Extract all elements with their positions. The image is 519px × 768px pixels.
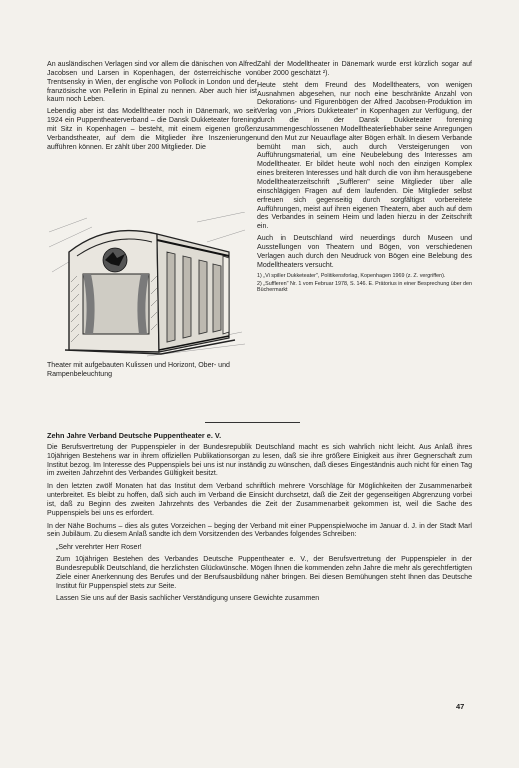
section-paragraph-2: In den letzten zwölf Monaten hat das Institut dem Verband schriftlich mehrere Vorschläge für Möglichkeiten der Zusammenarbeit unterbreitet. Es bleibt zu hoffen, daß sich auch im Verband die Einsicht durchsetzt, daß die Zeit der gegenseitigen Abgrenzung vorbei ist, daß zu Beginn des zweiten Jahrzehnts des Verbandes die Zeit der Zusammenarbeit gekommen ist, weil die Sache des Puppenspiels bei uns es erfordert. xyxy=(47,483,472,517)
right-paragraph-2: Heute steht dem Freund des Modelltheaters, von wenigen Ausnahmen abgesehen, nur noch eine beschränkte Anzahl von Dekorations- und Figurenbögen der Alfred Jacobsen-Produktion im Verlag von „Priors Dukketeater" in Kopenhagen zur Verfügung, der durch die in der Dansk Dukketeater forening zusammengeschlossenen Modelltheaterliebhaber seine Anregungen und den Mut zur Neuauflage alter Bögen erhält. In diesem Verbande bemüht man sich, auch durch Versteigerungen von Aufführungsmaterial, um eine Neubelebung des Interesses am Modelltheater. Er bildet heute wohl noch den einzigen Komplex eines breiteren Interesses und hält durch die von ihm herausgebene Modelltheaterzeitschrift „Suffleren" seine Mitglieder über alle einschlägigen Fragen auf dem laufenden. Die Mitglieder selbst erfreuen sich gegenseitig durch sorgfältigst vorbereitete Aufführungen, meist auf ihren eigenen Theatern, aber auch auf dem des Verbandes in seinem Heim und laden hierzu in der Zeitschrift ein. xyxy=(257,81,472,231)
article-section xyxy=(47,432,472,606)
section-divider xyxy=(205,422,300,423)
letter-salutation: „Sehr verehrter Herr Roser! xyxy=(56,544,142,552)
section-paragraph-3: In der Nähe Bochums – dies als gutes Vorzeichen – beging der Verband mit einer Puppenspielwoche im Januar d. J. in der Stadt Marl sein Jubiläum. Zu diesem Anlaß sandte ich dem Vorsitzenden des Verbandes folgendes Schreiben: xyxy=(47,522,472,539)
page-number: 47 xyxy=(456,702,465,711)
section-title: Zehn Jahre Verband Deutsche Puppentheater e. V. xyxy=(47,431,222,440)
section-paragraph-1: Die Berufsvertretung der Puppenspieler in der Bundesrepublik Deutschland macht es sich wahrlich nicht leicht. Aus Anlaß ihres 10jährigen Bestehens war in ihrem offiziellen Publikationsorgan zu lesen, daß sie ihre größere Einigkeit aus ihrer Gegnerschaft zum Institut bezog. Im Interesse des Puppenspiels bei uns ist nur inständig zu wünschen, daß dieses Eingeständnis auch nicht für einen Tag im zweiten Jahrzehnt des Verbandes Gültigkeit besitzt. xyxy=(47,443,472,478)
letter-paragraph-2: Lassen Sie uns auf der Basis sachlicher Verständigung unsere Gewichte zusammen xyxy=(56,594,320,602)
footnote-1: 1) „Vi spiller Dukketeater", Politikensforlag, Kopenhagen 1969 (z. Z. vergriffen). xyxy=(257,273,446,280)
right-paragraph-3: Auch in Deutschland wird neuerdings durch Museen und Ausstellungen von Theatern und Bögen, von verschiedenen Verlagen auch durch den Neudruck von Bögen eine Belebung des Modelltheaters versucht. xyxy=(257,235,472,269)
left-paragraph-1: An ausländischen Verlagen sind vor allem die dänischen von Alfred Jacobsen und Larsen in Kopenhagen, der österreichische von Trentsensky in Wien, der englische von Pollock in London und der französische von Pellerin in Epinal zu nennen. Aber auch hier ist kaum noch Leben. xyxy=(47,61,257,104)
left-paragraph-2: Lebendig aber ist das Modelltheater noch in Dänemark, wo seit 1924 ein Puppentheaterverband – die Dansk Dukketeater forening mit Sitz in Kopenhagen – besteht, mit einem eigenen großen Verbandstheater, auf dem die Mitglieder ihre Inszenierungen aufführen können. Er zählt über 200 Mitglieder. Die xyxy=(47,108,257,151)
letter-paragraph-1: Zum 10jährigen Bestehen des Verbandes Deutsche Puppentheater e. V., der Berufsvertretung der Puppenspieler in der Bundesrepublik Deutschland, die herzlichsten Glückwünsche. Mögen Ihnen die kommenden zehn Jahre die mehr als gerechtfertigten Ziele einer Anerkennung des Berufes und der Berufsausbildung näher bringen. Bei diesen Bemühungen steht Ihnen das Deutsche Institut für Puppenspiel stets zur Seite. xyxy=(56,556,472,590)
right-column xyxy=(257,61,472,294)
right-paragraph-1: Zahl der Modelltheater in Dänemark wurde erst kürzlich sogar auf über 2000 geschätzt ²). xyxy=(257,61,472,77)
model-theater-illustration xyxy=(47,212,247,360)
left-column xyxy=(47,61,257,155)
illustration-caption: Theater mit aufgebauten Kulissen und Horizont, Ober- und Rampenbeleuchtung xyxy=(47,362,230,378)
footnote-2: 2) „Suffleren" Nr. 1 vom Februar 1978, S. 146. E. Prätorius in einer Besprechung über den Büchermarkt xyxy=(257,280,472,293)
footnotes xyxy=(257,273,472,292)
